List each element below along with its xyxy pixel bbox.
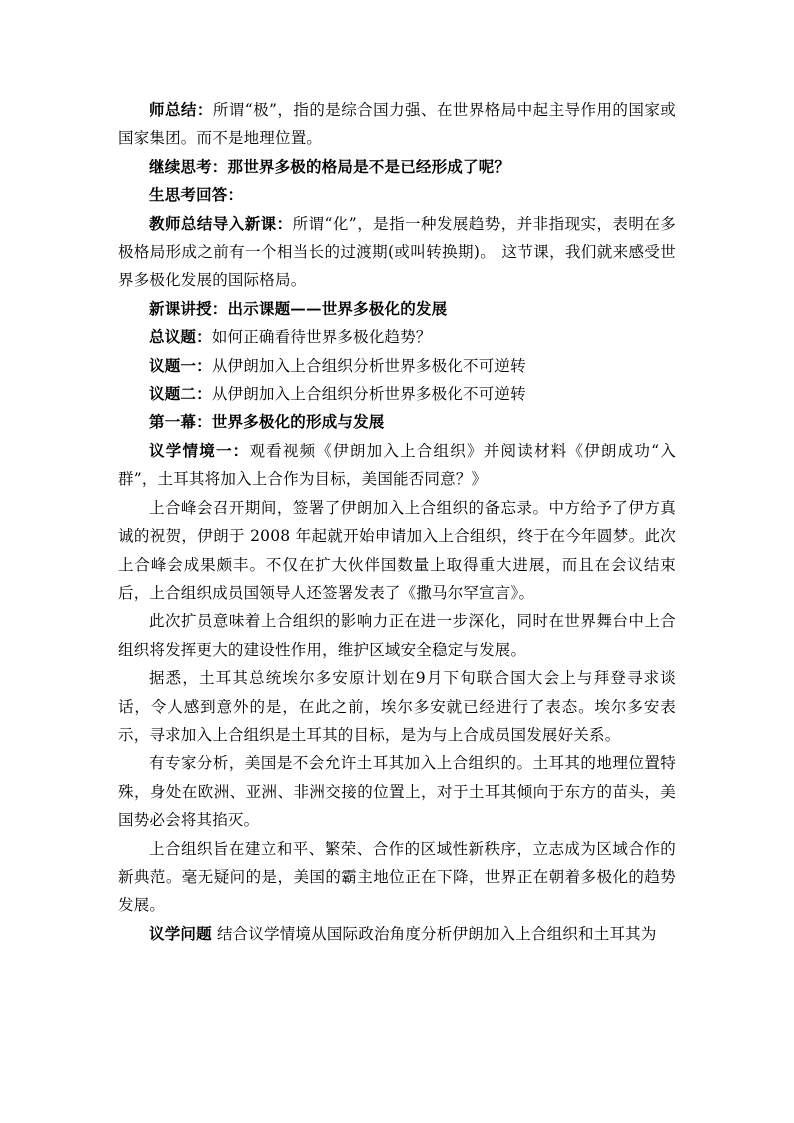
label-teacher-summary: 师总结：: [149, 100, 213, 119]
text-general-topic: 如何正确看待世界多极化趋势？: [211, 328, 432, 347]
paragraph-topic-two: [118, 380, 676, 408]
text-study-question: 结合议学情境从国际政治角度分析伊朗加入上合组织和土耳其为: [211, 924, 657, 943]
label-new-lesson: 新课讲授：出示课题——世界多极化的发展: [149, 298, 448, 318]
label-continue-thinking: 继续思考：那世界多极的格局是不是已经形成了呢？: [149, 156, 511, 176]
text-scenario-one: 观看视频《伊朗加入上合组织》并阅读材料《伊朗成功“入群”，土耳其将加入上合作为目标，美国能否同意？》: [118, 441, 676, 489]
paragraph-teacher-summary: [118, 96, 676, 153]
text-teacher-summary: 所谓“极”，指的是综合国力强、在世界格局中起主导作用的国家或国家集团。而不是地理位置。: [118, 101, 676, 148]
paragraph-topic-one: [118, 352, 676, 380]
label-general-topic: 总议题：: [149, 327, 212, 347]
paragraph-continue-thinking: [118, 153, 676, 181]
label-study-question: 议学问题: [149, 923, 212, 943]
paragraph-general-topic: [118, 323, 676, 351]
paragraph-act-one: [118, 408, 676, 436]
label-topic-one: 议题一：: [149, 355, 212, 375]
paragraph-material-4: 有专家分析，美国是不会允许土耳其加入上合组织的。土耳其的地理位置特殊，身处在欧洲、亚洲、非洲交接的位置上，对于土耳其倾向于东方的苗头，美国势必会将其掐灭。: [118, 754, 676, 830]
paragraph-student-answer: [118, 181, 676, 209]
label-act-one: 第一幕：世界多极化的形成与发展: [149, 412, 385, 432]
paragraph-lesson-intro: [118, 210, 676, 295]
label-scenario-one: 议学情境一：: [149, 440, 250, 460]
paragraph-study-question: [118, 920, 676, 948]
paragraph-material-5: 上合组织旨在建立和平、繁荣、合作的区域性新秩序，立志成为区域合作的新典范。毫无疑问的是，美国的霸主地位正在下降，世界正在朝着多极化的趋势发展。: [118, 839, 676, 915]
label-lesson-intro: 教师总结导入新课：: [149, 213, 293, 233]
text-lesson-intro: 所谓“化”，是指一种发展趋势，并非指现实，表明在多极格局形成之前有一个相当长的过渡期(或叫转换期)。 这节课，我们就来感受世界多极化发展的国际格局。: [118, 214, 676, 290]
paragraph-scenario-one: [118, 437, 676, 494]
label-student-answer: 生思考回答：: [149, 185, 244, 205]
paragraph-material-1: 上合峰会召开期间，签署了伊朗加入上合组织的备忘录。中方给予了伊方真诚的祝贺，伊朗于 2008 年起就开始申请加入上合组织，终于在今年圆梦。此次上合峰会成果颇丰。不仅在扩大伙伴国数量上取得重大进展，而且在会议结束后，上合组织成员国领导人还签署发表了《撒马尔罕宣言》。: [118, 498, 676, 602]
paragraph-material-2: 此次扩员意味着上合组织的影响力正在进一步深化，同时在世界舞台中上合组织将发挥更大的建设性作用，维护区域安全稳定与发展。: [118, 612, 676, 659]
paragraph-new-lesson: [118, 295, 676, 323]
label-topic-two: 议题二：: [149, 384, 212, 404]
text-topic-two: 从伊朗加入上合组织分析世界多极化不可逆转: [211, 385, 526, 404]
paragraph-material-3: 据悉，土耳其总统埃尔多安原计划在9月下旬联合国大会上与拜登寻求谈话，令人感到意外的是，在此之前，埃尔多安就已经进行了表态。埃尔多安表示，寻求加入上合组织是土耳其的目标，是为与上合成员国发展好关系。: [118, 669, 676, 744]
text-topic-one: 从伊朗加入上合组织分析世界多极化不可逆转: [211, 356, 526, 375]
